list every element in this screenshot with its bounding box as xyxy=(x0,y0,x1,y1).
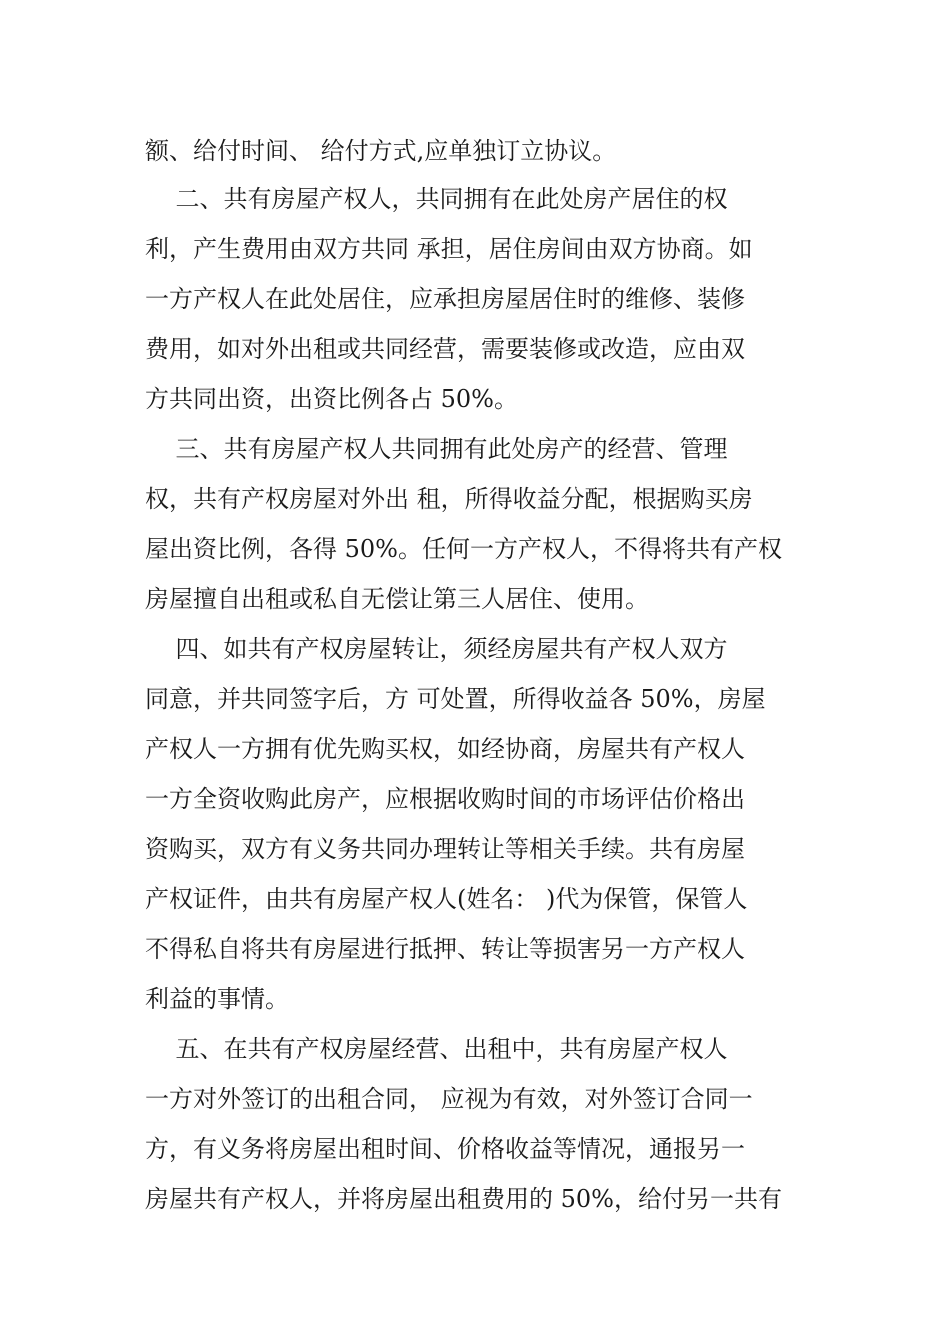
text-line: 一方全资收购此房产，应根据收购时间的市场评估价格出 xyxy=(145,785,745,813)
text-line: 一方产权人在此处居住，应承担房屋居住时的维修、装修 xyxy=(145,285,745,313)
text-line: 四、如共有产权房屋转让，须经房屋共有产权人双方 xyxy=(145,635,728,663)
text-line: 资购买，双方有义务共同办理转让等相关手续。共有房屋 xyxy=(145,835,745,863)
text-line: 一方对外签订的出租合同， 应视为有效，对外签订合同一 xyxy=(145,1085,753,1113)
text-line: 方，有义务将房屋出租时间、价格收益等情况，通报另一 xyxy=(145,1135,745,1163)
text-line: 权，共有产权房屋对外出 租，所得收益分配，根据购买房 xyxy=(145,485,753,513)
text-line: 利，产生费用由双方共同 承担，居住房间由双方协商。如 xyxy=(145,235,753,263)
text-line: 费用，如对外出租或共同经营，需要装修或改造，应由双 xyxy=(145,335,745,363)
text-line: 额、给付时间、 给付方式,应单独订立协议。 xyxy=(145,137,617,165)
text-line: 二、共有房屋产权人，共同拥有在此处房产居住的权 xyxy=(145,185,728,213)
text-line: 同意，并共同签字后，方 可处置，所得收益各 50%，房屋 xyxy=(145,685,766,713)
text-line: 利益的事情。 xyxy=(145,985,289,1013)
text-line: 方共同出资，出资比例各占 50%。 xyxy=(145,385,518,413)
text-line: 产权证件，由共有房屋产权人(姓名： )代为保管，保管人 xyxy=(145,885,748,913)
text-line: 三、共有房屋产权人共同拥有此处房产的经营、管理 xyxy=(145,435,728,463)
text-line: 产权人一方拥有优先购买权，如经协商，房屋共有产权人 xyxy=(145,735,745,763)
text-line: 屋出资比例，各得 50%。任何一方产权人，不得将共有产权 xyxy=(145,535,782,563)
text-line: 不得私自将共有房屋进行抵押、转让等损害另一方产权人 xyxy=(145,935,745,963)
text-line: 房屋共有产权人，并将房屋出租费用的 50%，给付另一共有 xyxy=(145,1185,782,1213)
text-line: 五、在共有产权房屋经营、出租中，共有房屋产权人 xyxy=(145,1035,728,1063)
text-line: 房屋擅自出租或私自无偿让第三人居住、使用。 xyxy=(145,585,649,613)
